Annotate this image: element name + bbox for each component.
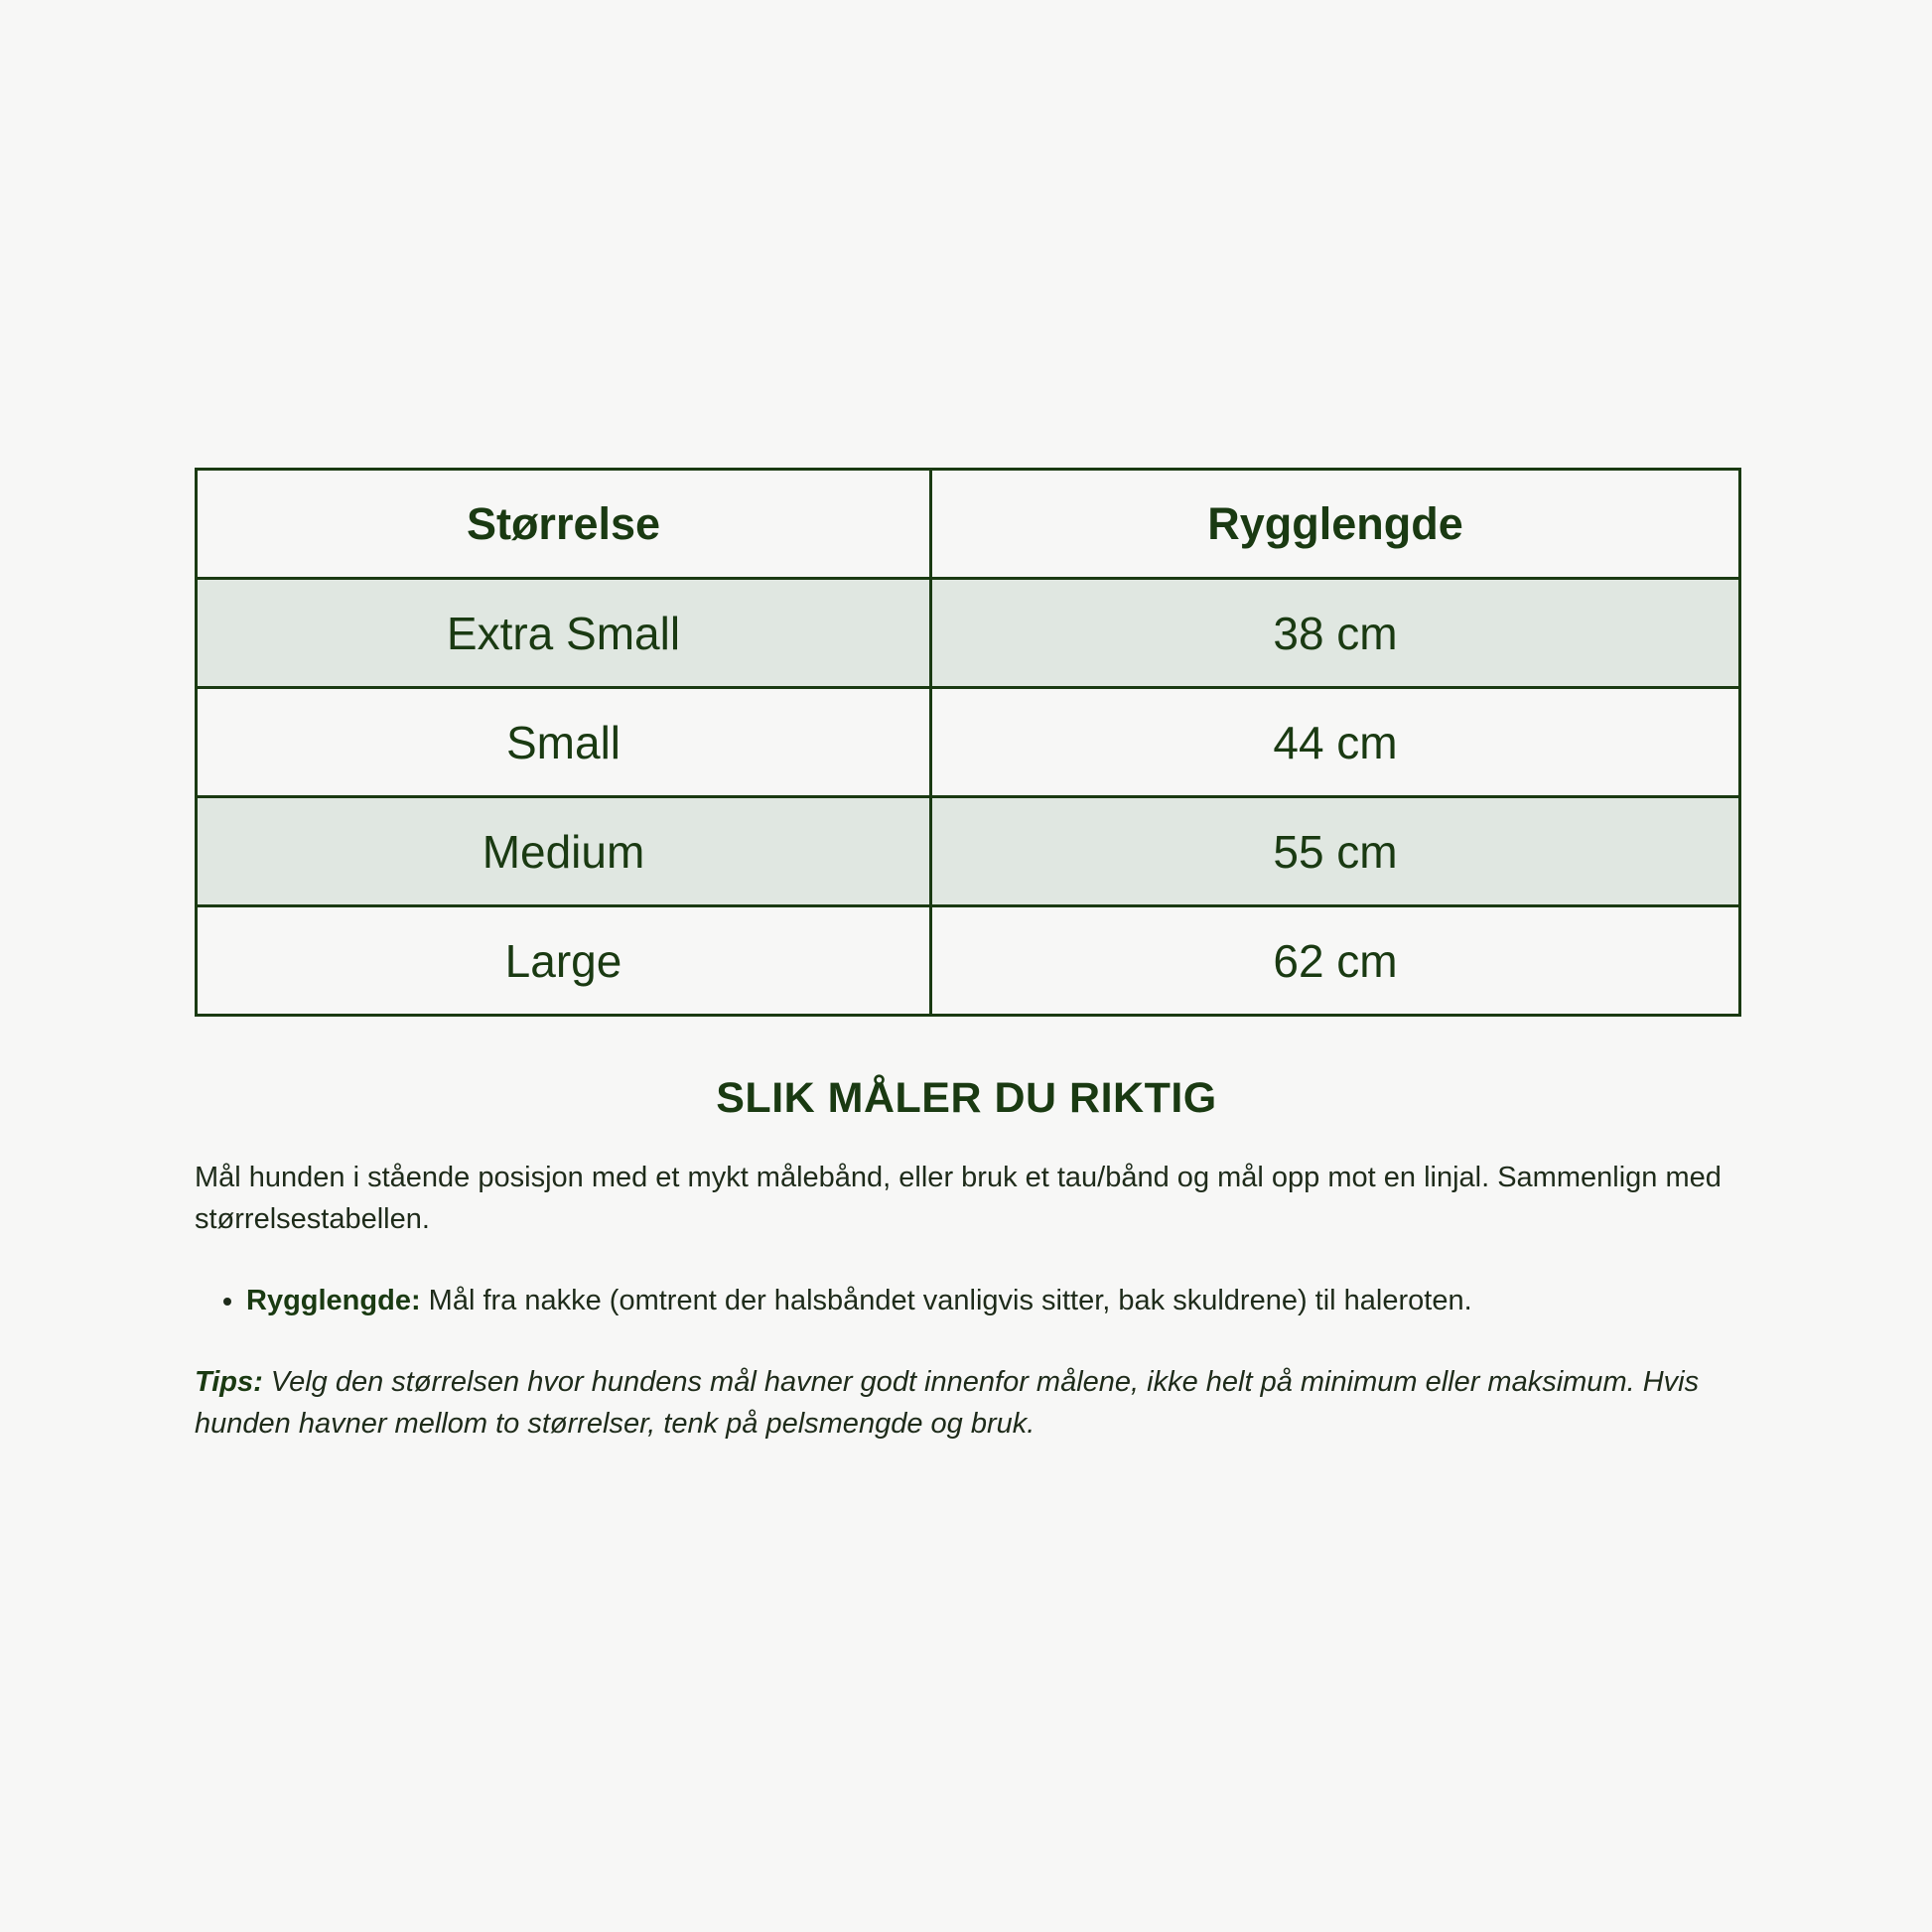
intro-paragraph: Mål hunden i stående posisjon med et mykt målebånd, eller bruk et tau/bånd og mål opp mot en linjal. Sammenlign med størrelsestabellen. bbox=[195, 1162, 1722, 1235]
length-cell: 38 cm bbox=[931, 579, 1740, 688]
table-row bbox=[197, 579, 1740, 688]
measure-list bbox=[195, 1280, 1738, 1321]
bullet-text: Mål fra nakke (omtrent der halsbåndet vanligvis sitter, bak skuldrene) til haleroten. bbox=[420, 1285, 1472, 1316]
table-row bbox=[197, 688, 1740, 797]
size-cell: Small bbox=[197, 688, 931, 797]
tips-text: Velg den størrelsen hvor hundens mål havner godt innenfor målene, ikke helt på minimum eller maksimum. Hvis hunden havner mellom to størrelser, tenk på pelsmengde og bruk. bbox=[195, 1366, 1700, 1440]
size-guide bbox=[195, 468, 1738, 1445]
size-cell: Medium bbox=[197, 797, 931, 906]
table-row bbox=[197, 906, 1740, 1016]
bullet-label: Rygglengde: bbox=[246, 1285, 421, 1316]
table-row bbox=[197, 797, 1740, 906]
column-header-back-length: Rygglengde bbox=[931, 470, 1740, 579]
size-table bbox=[195, 468, 1741, 1017]
list-item bbox=[246, 1280, 1738, 1321]
length-cell: 44 cm bbox=[931, 688, 1740, 797]
length-cell: 62 cm bbox=[931, 906, 1740, 1016]
tips-paragraph bbox=[195, 1361, 1738, 1445]
size-cell: Large bbox=[197, 906, 931, 1016]
size-cell: Extra Small bbox=[197, 579, 931, 688]
column-header-size: Størrelse bbox=[197, 470, 931, 579]
table-header-row bbox=[197, 470, 1740, 579]
measure-heading: SLIK MÅLER DU RIKTIG bbox=[716, 1074, 1217, 1122]
length-cell: 55 cm bbox=[931, 797, 1740, 906]
tips-label: Tips: bbox=[195, 1366, 263, 1398]
